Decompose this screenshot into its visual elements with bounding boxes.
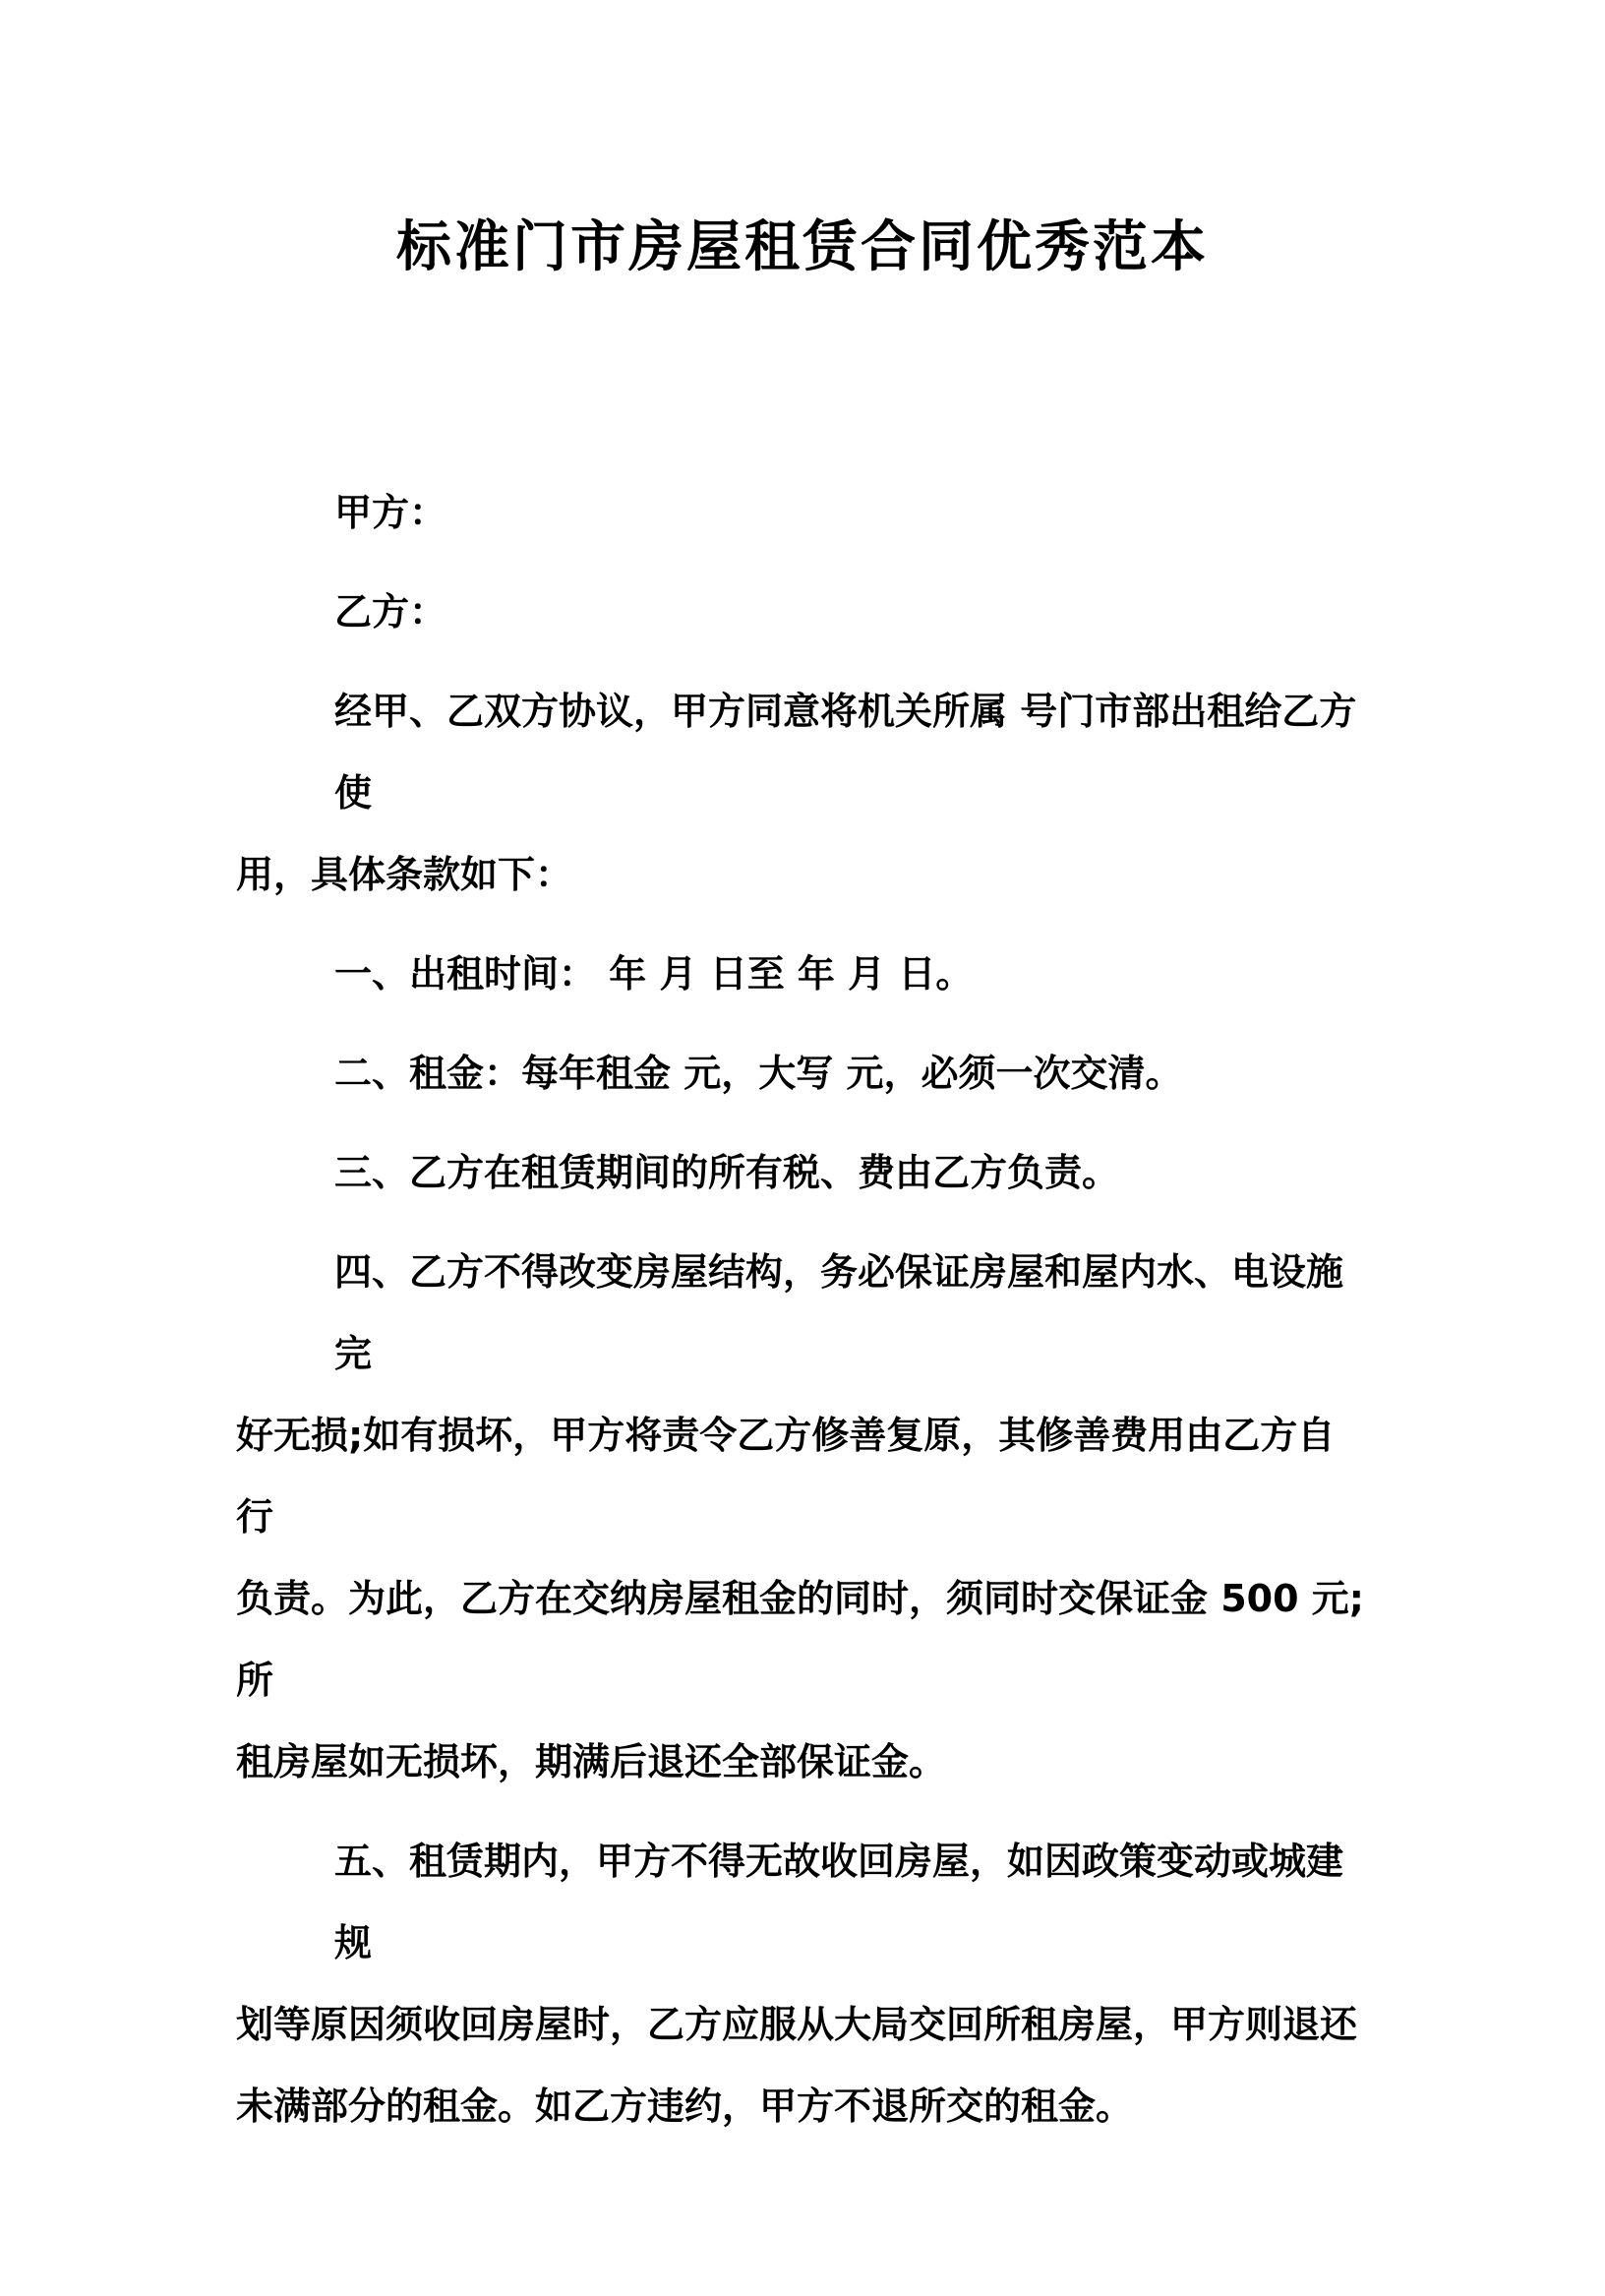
clause-5-line-1: 五、租赁期内，甲方不得无故收回房屋，如因政策变动或城建规 xyxy=(334,1840,1344,1964)
clause-4-line-4: 租房屋如无损坏，期满后退还全部保证金。 xyxy=(236,1740,947,1783)
party-a-label: 甲方： xyxy=(334,491,447,534)
clause-2-text: 二、租金：每年租金 元，大写 元，必须一次交清。 xyxy=(334,1052,1183,1095)
clause-3-text: 三、乙方在租赁期间的所有税、费由乙方负责。 xyxy=(334,1151,1120,1194)
clause-3-paragraph xyxy=(236,1132,1367,1214)
clause-5-line-3: 未满部分的租金。如乙方违约，甲方不退所交的租金。 xyxy=(236,2085,1134,2128)
clause-4-line-1: 四、乙方不得改变房屋结构，务必保证房屋和屋内水、电设施完 xyxy=(334,1250,1344,1375)
party-a-paragraph xyxy=(236,472,1367,554)
clause-4-line-2: 好无损;如有损坏，甲方将责令乙方修善复原，其修善费用由乙方自行 xyxy=(236,1414,1336,1539)
clause-5-paragraph xyxy=(236,1821,1367,2147)
party-b-paragraph xyxy=(236,572,1367,653)
clause-1-paragraph xyxy=(236,934,1367,1015)
document-body xyxy=(0,472,1605,2147)
clause-2-paragraph xyxy=(236,1033,1367,1115)
clause-5-line-2: 划等原因须收回房屋时，乙方应服从大局交回所租房屋，甲方则退还 xyxy=(236,2003,1358,2046)
intro-line-1: 经甲、乙双方协议，甲方同意将机关所属 号门市部出租给乙方使 xyxy=(334,690,1357,815)
party-b-label: 乙方： xyxy=(334,590,447,634)
clause-4-paragraph xyxy=(236,1232,1367,1803)
clause-4-line-3: 负责。为此，乙方在交纳房屋租金的同时，须同时交保证金 500 元;所 xyxy=(236,1577,1364,1702)
intro-paragraph xyxy=(236,671,1367,916)
document-title: 标准门市房屋租赁合同优秀范本 xyxy=(396,215,1209,279)
clause-1-text: 一、出租时间： 年 月 日至 年 月 日。 xyxy=(334,952,974,996)
document-page xyxy=(0,215,1605,2296)
intro-line-2: 用，具体条款如下： xyxy=(236,853,573,896)
